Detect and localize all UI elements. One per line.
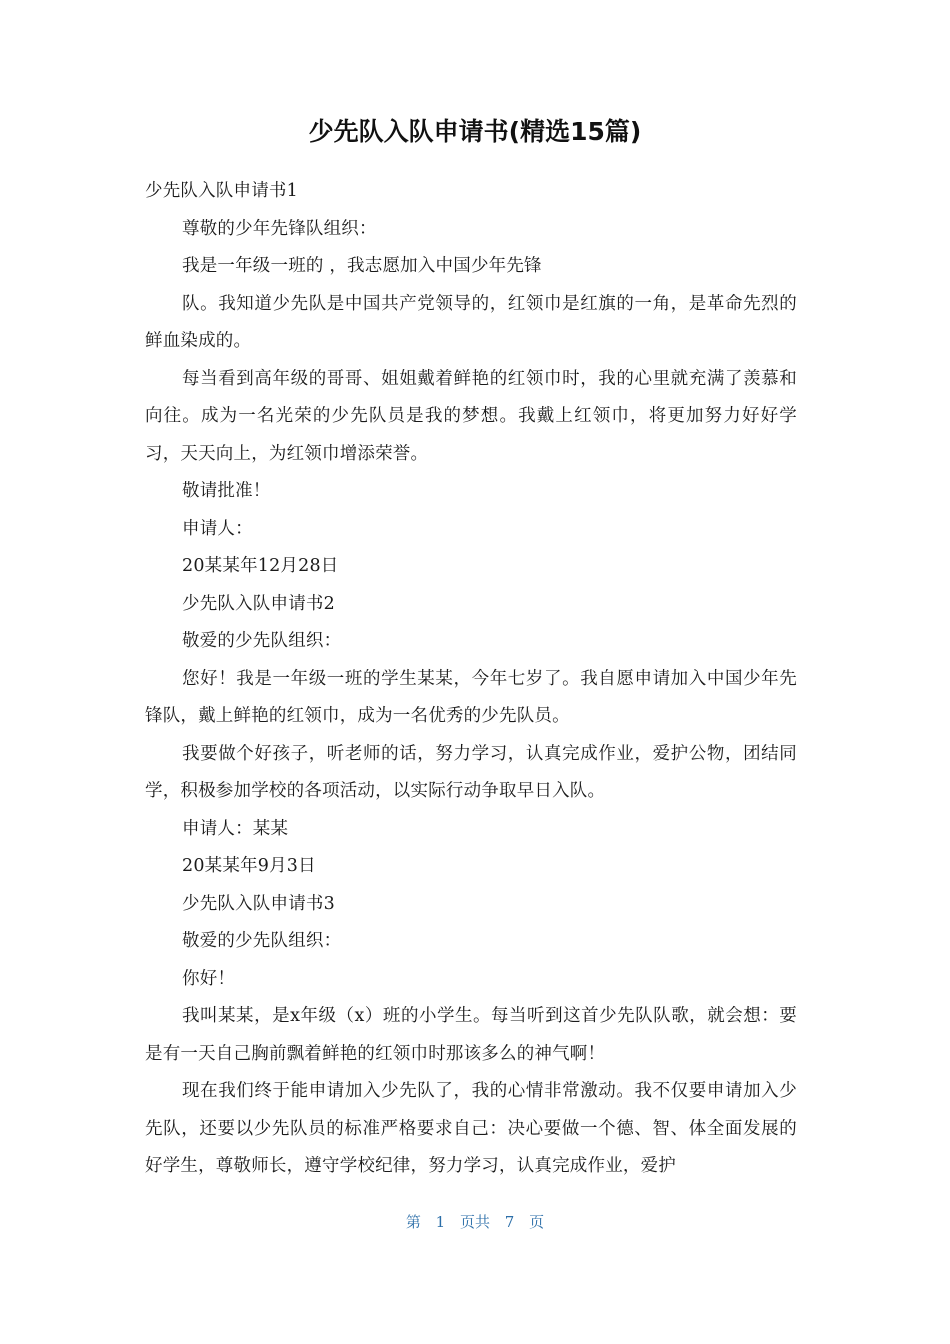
current-page-number: 1 [435,1213,446,1231]
paragraph: 申请人： [182,518,253,539]
paragraph: 20某某年9月3日 [182,856,316,876]
page-footer [0,1210,950,1234]
paragraph: 队。我知道少先队是中国共产党领导的，红领巾是红旗的一角，是革命先烈的鲜血染成的。 [145,293,797,351]
paragraph: 我要做个好孩子，听老师的话，努力学习，认真完成作业，爱护公物，团结同学，积极参加学校的各项活动，以实际行动争取早日入队。 [145,743,797,801]
paragraph: 申请人：某某 [182,818,289,839]
paragraph: 每当看到高年级的哥哥、姐姐戴着鲜艳的红领巾时，我的心里就充满了羡慕和向往。成为一名光荣的少先队员是我的梦想。我戴上红领巾，将更加努力好好学习，天天向上，为红领巾增添荣誉。 [145,368,797,464]
paragraph: 敬爱的少先队组织： [182,631,342,651]
paragraph: 您好！我是一年级一班的学生某某，今年七岁了。我自愿申请加入中国少年先锋队，戴上鲜艳的红领巾，成为一名优秀的少先队员。 [145,668,797,726]
paragraph: 你好！ [182,968,236,989]
paragraph: 20某某年12月28日 [182,556,339,576]
paragraph: 尊敬的少年先锋队组织： [182,218,377,239]
total-pages-number: 7 [504,1213,515,1231]
paragraph: 敬请批准！ [182,481,271,501]
paragraph: 少先队入队申请书3 [182,893,335,914]
page-label-prefix: 第 [405,1213,421,1231]
page-label-suffix: 页 [529,1213,545,1231]
paragraph: 我叫某某，是x年级（x）班的小学生。每当听到这首少先队队歌，就会想：要是有一天自己胸前飘着鲜艳的红领巾时那该多么的神气啊！ [145,1006,797,1064]
document-title: 少先队入队申请书(精选15篇) [308,117,642,146]
paragraph: 少先队入队申请书1 [145,181,298,201]
paragraph: 敬爱的少先队组织： [182,931,342,951]
paragraph: 少先队入队申请书2 [182,593,335,614]
paragraph: 我是一年级一班的 ，我志愿加入中国少年先锋 [182,256,542,276]
document-body [145,173,797,1186]
paragraph: 现在我们终于能申请加入少先队了，我的心情非常激动。我不仅要申请加入少先队，还要以少先队员的标准严格要求自己：决心要做一个德、智、体全面发展的好学生，尊敬师长，遵守学校纪律，努力学习，认真完成作业，爱护 [145,1081,797,1176]
page-label-mid: 页共 [459,1213,490,1231]
